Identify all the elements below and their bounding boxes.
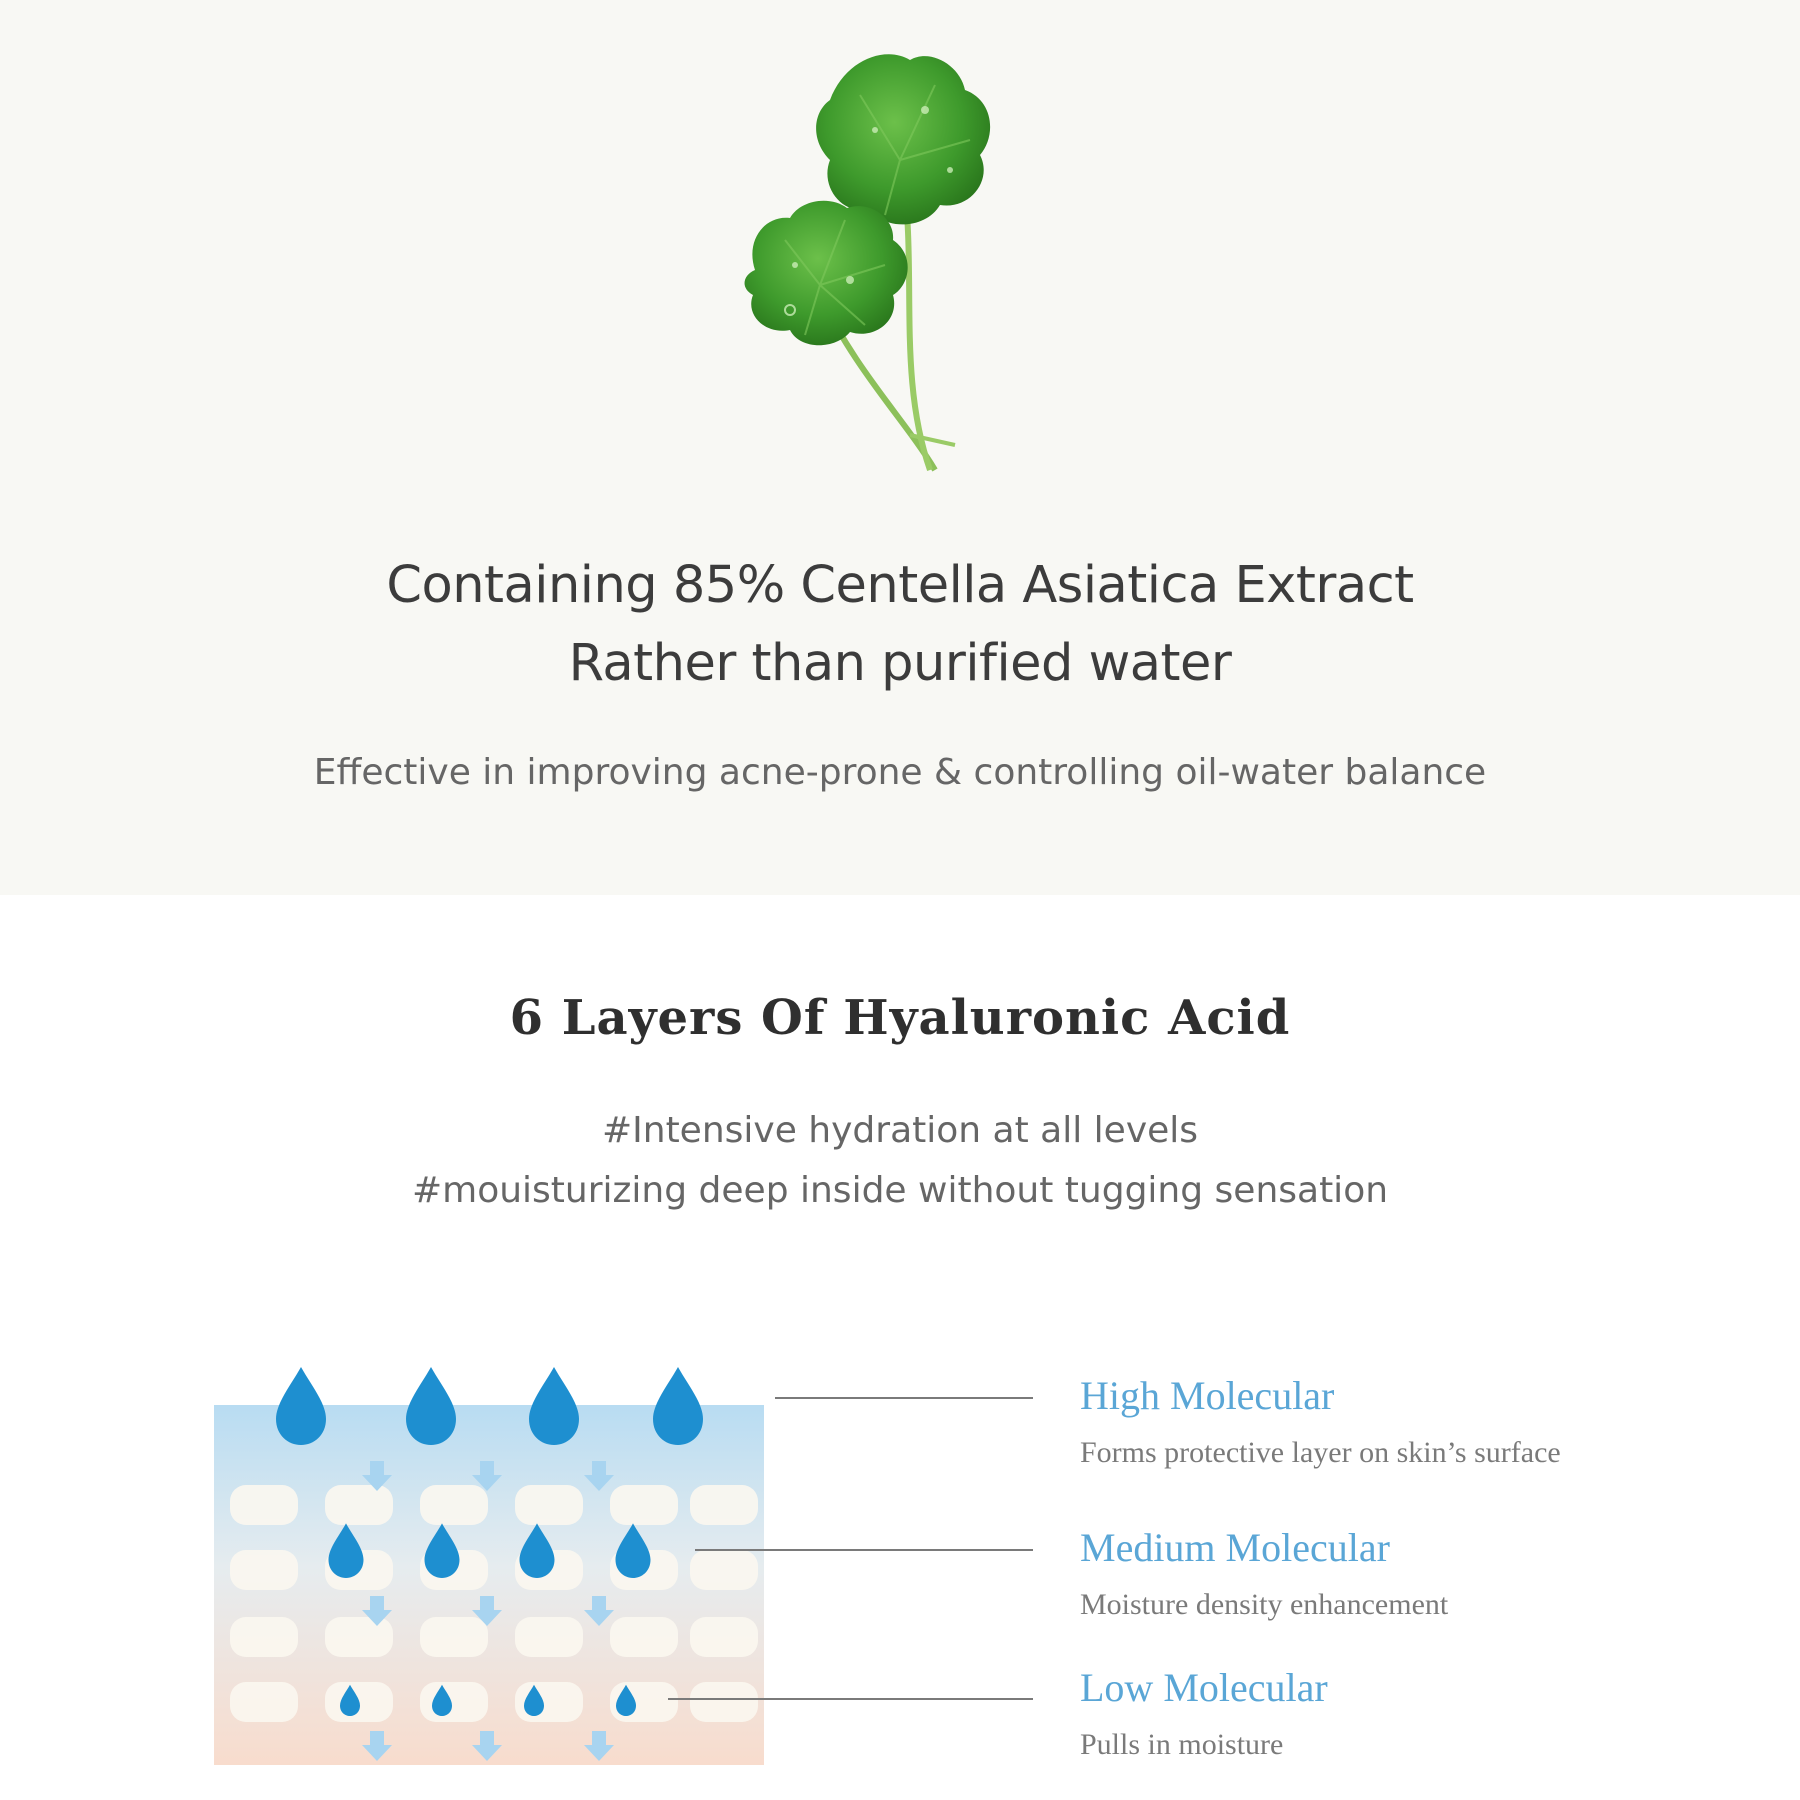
high-molecular-leader-line	[775, 1397, 1033, 1399]
headline-line-1: Containing 85% Centella Asiatica Extract	[386, 556, 1414, 615]
hyaluronic-section-title: 6 Layers Of Hyaluronic Acid	[509, 990, 1291, 1046]
high-molecular-description: Forms protective layer on skin’s surface	[1080, 1436, 1561, 1469]
hydration-tag: #Intensive hydration at all levels	[601, 1110, 1199, 1151]
skin-layer-diagram	[214, 1280, 764, 1765]
high-molecular-label: High Molecular	[1080, 1373, 1335, 1418]
medium-molecular-leader-line	[695, 1549, 1033, 1551]
low-molecular-label: Low Molecular	[1080, 1665, 1328, 1710]
headline-line-2: Rather than purified water	[568, 634, 1232, 693]
low-molecular-description: Pulls in moisture	[1080, 1728, 1284, 1761]
centella-section	[0, 0, 1800, 895]
moisturizing-tag: #mouisturizing deep inside without tugging sensation	[411, 1170, 1389, 1211]
medium-molecular-description: Moisture density enhancement	[1080, 1588, 1449, 1621]
medium-molecular-label: Medium Molecular	[1080, 1525, 1390, 1570]
centella-leaf-illustration	[735, 40, 1065, 480]
low-molecular-leader-line	[668, 1698, 1033, 1700]
centella-benefit-text: Effective in improving acne-prone & controlling oil-water balance	[313, 752, 1487, 793]
